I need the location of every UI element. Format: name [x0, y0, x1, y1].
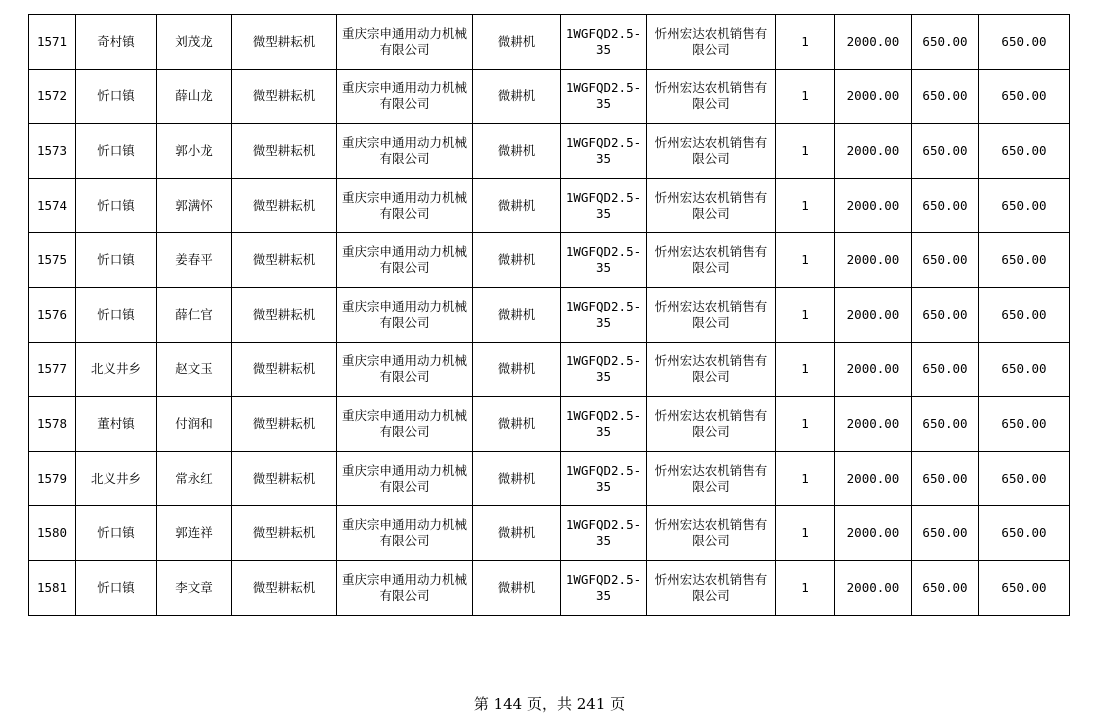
manufacturer-line-2: 有限公司 — [379, 533, 430, 549]
cell-town: 忻口镇 — [76, 560, 157, 615]
cell-machine-type: 微耕机 — [473, 233, 561, 288]
table-row — [29, 506, 1070, 561]
cell-subsidy: 650.00 — [912, 69, 979, 124]
dealer-line-1: 忻州宏达农机销售有 — [654, 244, 768, 260]
cell-model: 1WGFQD2.5-35 — [561, 397, 647, 452]
cell-machine-category: 微型耕耘机 — [232, 451, 337, 506]
cell-machine-type: 微耕机 — [473, 15, 561, 70]
cell-quantity: 1 — [776, 560, 835, 615]
cell-model: 1WGFQD2.5-35 — [561, 451, 647, 506]
cell-manufacturer — [337, 451, 473, 506]
dealer-line-2: 限公司 — [692, 423, 730, 439]
manufacturer-line-1: 重庆宗申通用动力机械 — [341, 462, 467, 478]
cell-serial-number: 1581 — [29, 560, 76, 615]
cell-town: 忻口镇 — [76, 178, 157, 233]
subsidy-table — [28, 14, 1070, 616]
dealer-line-2: 限公司 — [692, 587, 730, 603]
cell-unit-price: 2000.00 — [835, 451, 912, 506]
cell-manufacturer — [337, 397, 473, 452]
manufacturer-line-2: 有限公司 — [379, 587, 430, 603]
cell-model: 1WGFQD2.5-35 — [561, 124, 647, 179]
table-row — [29, 178, 1070, 233]
cell-total-subsidy: 650.00 — [979, 178, 1070, 233]
manufacturer-line-2: 有限公司 — [379, 96, 430, 112]
manufacturer-line-2: 有限公司 — [379, 314, 430, 330]
cell-manufacturer — [337, 233, 473, 288]
table-row — [29, 451, 1070, 506]
cell-dealer — [647, 178, 776, 233]
cell-unit-price: 2000.00 — [835, 506, 912, 561]
dealer-line-2: 限公司 — [692, 369, 730, 385]
cell-dealer — [647, 69, 776, 124]
cell-town: 忻口镇 — [76, 233, 157, 288]
manufacturer-line-2: 有限公司 — [379, 41, 430, 57]
cell-buyer-name: 薛仁官 — [157, 287, 232, 342]
cell-machine-category: 微型耕耘机 — [232, 178, 337, 233]
cell-total-subsidy: 650.00 — [979, 124, 1070, 179]
dealer-line-1: 忻州宏达农机销售有 — [654, 25, 768, 41]
manufacturer-line-1: 重庆宗申通用动力机械 — [341, 244, 467, 260]
cell-town: 忻口镇 — [76, 69, 157, 124]
cell-model: 1WGFQD2.5-35 — [561, 560, 647, 615]
cell-machine-type: 微耕机 — [473, 342, 561, 397]
table-row — [29, 342, 1070, 397]
cell-unit-price: 2000.00 — [835, 178, 912, 233]
cell-machine-category: 微型耕耘机 — [232, 124, 337, 179]
dealer-line-1: 忻州宏达农机销售有 — [654, 189, 768, 205]
cell-serial-number: 1575 — [29, 233, 76, 288]
dealer-line-1: 忻州宏达农机销售有 — [654, 134, 768, 150]
cell-manufacturer — [337, 342, 473, 397]
cell-model: 1WGFQD2.5-35 — [561, 15, 647, 70]
table-row — [29, 287, 1070, 342]
cell-machine-type: 微耕机 — [473, 69, 561, 124]
cell-serial-number: 1578 — [29, 397, 76, 452]
cell-total-subsidy: 650.00 — [979, 451, 1070, 506]
cell-buyer-name: 姜春平 — [157, 233, 232, 288]
table-row — [29, 15, 1070, 70]
cell-machine-category: 微型耕耘机 — [232, 397, 337, 452]
cell-town: 奇村镇 — [76, 15, 157, 70]
cell-unit-price: 2000.00 — [835, 15, 912, 70]
cell-dealer — [647, 397, 776, 452]
cell-model: 1WGFQD2.5-35 — [561, 178, 647, 233]
cell-machine-type: 微耕机 — [473, 287, 561, 342]
cell-machine-type: 微耕机 — [473, 451, 561, 506]
cell-manufacturer — [337, 124, 473, 179]
manufacturer-line-1: 重庆宗申通用动力机械 — [341, 353, 467, 369]
cell-dealer — [647, 287, 776, 342]
cell-machine-type: 微耕机 — [473, 124, 561, 179]
table-row — [29, 124, 1070, 179]
cell-subsidy: 650.00 — [912, 233, 979, 288]
cell-machine-category: 微型耕耘机 — [232, 560, 337, 615]
cell-quantity: 1 — [776, 397, 835, 452]
cell-town: 董村镇 — [76, 397, 157, 452]
cell-total-subsidy: 650.00 — [979, 342, 1070, 397]
manufacturer-line-1: 重庆宗申通用动力机械 — [341, 298, 467, 314]
cell-dealer — [647, 233, 776, 288]
dealer-line-2: 限公司 — [692, 41, 730, 57]
dealer-line-2: 限公司 — [692, 478, 730, 494]
cell-dealer — [647, 342, 776, 397]
table-body — [29, 15, 1070, 616]
dealer-line-2: 限公司 — [692, 205, 730, 221]
dealer-line-2: 限公司 — [692, 96, 730, 112]
manufacturer-line-1: 重庆宗申通用动力机械 — [341, 517, 467, 533]
cell-manufacturer — [337, 69, 473, 124]
cell-town: 忻口镇 — [76, 124, 157, 179]
manufacturer-line-2: 有限公司 — [379, 205, 430, 221]
cell-total-subsidy: 650.00 — [979, 233, 1070, 288]
table-row — [29, 233, 1070, 288]
cell-manufacturer — [337, 560, 473, 615]
cell-machine-category: 微型耕耘机 — [232, 233, 337, 288]
dealer-line-2: 限公司 — [692, 533, 730, 549]
cell-machine-type: 微耕机 — [473, 560, 561, 615]
cell-model: 1WGFQD2.5-35 — [561, 506, 647, 561]
cell-manufacturer — [337, 178, 473, 233]
cell-buyer-name: 付润和 — [157, 397, 232, 452]
dealer-line-2: 限公司 — [692, 150, 730, 166]
cell-model: 1WGFQD2.5-35 — [561, 287, 647, 342]
cell-town: 忻口镇 — [76, 506, 157, 561]
table-row — [29, 69, 1070, 124]
dealer-line-1: 忻州宏达农机销售有 — [654, 353, 768, 369]
cell-town: 忻口镇 — [76, 287, 157, 342]
cell-machine-type: 微耕机 — [473, 506, 561, 561]
cell-quantity: 1 — [776, 124, 835, 179]
cell-model: 1WGFQD2.5-35 — [561, 233, 647, 288]
cell-buyer-name: 李文章 — [157, 560, 232, 615]
manufacturer-line-1: 重庆宗申通用动力机械 — [341, 407, 467, 423]
cell-buyer-name: 刘茂龙 — [157, 15, 232, 70]
cell-buyer-name: 常永红 — [157, 451, 232, 506]
cell-total-subsidy: 650.00 — [979, 15, 1070, 70]
cell-town: 北义井乡 — [76, 451, 157, 506]
cell-unit-price: 2000.00 — [835, 342, 912, 397]
cell-subsidy: 650.00 — [912, 15, 979, 70]
cell-machine-category: 微型耕耘机 — [232, 15, 337, 70]
cell-unit-price: 2000.00 — [835, 287, 912, 342]
cell-town: 北义井乡 — [76, 342, 157, 397]
cell-subsidy: 650.00 — [912, 451, 979, 506]
cell-quantity: 1 — [776, 69, 835, 124]
cell-quantity: 1 — [776, 233, 835, 288]
table-row — [29, 560, 1070, 615]
cell-unit-price: 2000.00 — [835, 560, 912, 615]
cell-subsidy: 650.00 — [912, 506, 979, 561]
cell-total-subsidy: 650.00 — [979, 506, 1070, 561]
cell-quantity: 1 — [776, 506, 835, 561]
cell-machine-category: 微型耕耘机 — [232, 287, 337, 342]
cell-total-subsidy: 650.00 — [979, 69, 1070, 124]
cell-unit-price: 2000.00 — [835, 397, 912, 452]
dealer-line-1: 忻州宏达农机销售有 — [654, 462, 768, 478]
cell-machine-category: 微型耕耘机 — [232, 69, 337, 124]
cell-buyer-name: 薛山龙 — [157, 69, 232, 124]
cell-subsidy: 650.00 — [912, 342, 979, 397]
cell-quantity: 1 — [776, 15, 835, 70]
cell-buyer-name: 郭连祥 — [157, 506, 232, 561]
cell-quantity: 1 — [776, 178, 835, 233]
cell-unit-price: 2000.00 — [835, 69, 912, 124]
cell-subsidy: 650.00 — [912, 124, 979, 179]
cell-serial-number: 1577 — [29, 342, 76, 397]
cell-dealer — [647, 451, 776, 506]
manufacturer-line-2: 有限公司 — [379, 369, 430, 385]
dealer-line-2: 限公司 — [692, 314, 730, 330]
manufacturer-line-2: 有限公司 — [379, 478, 430, 494]
manufacturer-line-1: 重庆宗申通用动力机械 — [341, 571, 467, 587]
cell-serial-number: 1571 — [29, 15, 76, 70]
cell-manufacturer — [337, 506, 473, 561]
dealer-line-1: 忻州宏达农机销售有 — [654, 80, 768, 96]
cell-dealer — [647, 124, 776, 179]
dealer-line-2: 限公司 — [692, 260, 730, 276]
dealer-line-1: 忻州宏达农机销售有 — [654, 517, 768, 533]
cell-machine-category: 微型耕耘机 — [232, 342, 337, 397]
table-row — [29, 397, 1070, 452]
manufacturer-line-1: 重庆宗申通用动力机械 — [341, 189, 467, 205]
cell-machine-category: 微型耕耘机 — [232, 506, 337, 561]
cell-subsidy: 650.00 — [912, 397, 979, 452]
cell-manufacturer — [337, 15, 473, 70]
cell-model: 1WGFQD2.5-35 — [561, 342, 647, 397]
cell-quantity: 1 — [776, 287, 835, 342]
cell-buyer-name: 赵文玉 — [157, 342, 232, 397]
cell-buyer-name: 郭小龙 — [157, 124, 232, 179]
dealer-line-1: 忻州宏达农机销售有 — [654, 298, 768, 314]
manufacturer-line-1: 重庆宗申通用动力机械 — [341, 25, 467, 41]
cell-unit-price: 2000.00 — [835, 124, 912, 179]
cell-dealer — [647, 506, 776, 561]
cell-buyer-name: 郭满怀 — [157, 178, 232, 233]
cell-serial-number: 1574 — [29, 178, 76, 233]
cell-serial-number: 1572 — [29, 69, 76, 124]
cell-quantity: 1 — [776, 342, 835, 397]
page-number: 第 144 页，共 241 页 — [473, 695, 626, 713]
cell-machine-type: 微耕机 — [473, 178, 561, 233]
cell-subsidy: 650.00 — [912, 287, 979, 342]
dealer-line-1: 忻州宏达农机销售有 — [654, 571, 768, 587]
cell-quantity: 1 — [776, 451, 835, 506]
cell-subsidy: 650.00 — [912, 560, 979, 615]
cell-unit-price: 2000.00 — [835, 233, 912, 288]
manufacturer-line-1: 重庆宗申通用动力机械 — [341, 134, 467, 150]
cell-serial-number: 1573 — [29, 124, 76, 179]
cell-machine-type: 微耕机 — [473, 397, 561, 452]
cell-subsidy: 650.00 — [912, 178, 979, 233]
cell-total-subsidy: 650.00 — [979, 287, 1070, 342]
cell-serial-number: 1576 — [29, 287, 76, 342]
cell-serial-number: 1580 — [29, 506, 76, 561]
manufacturer-line-2: 有限公司 — [379, 150, 430, 166]
cell-model: 1WGFQD2.5-35 — [561, 69, 647, 124]
manufacturer-line-2: 有限公司 — [379, 423, 430, 439]
cell-dealer — [647, 15, 776, 70]
cell-manufacturer — [337, 287, 473, 342]
manufacturer-line-1: 重庆宗申通用动力机械 — [341, 80, 467, 96]
dealer-line-1: 忻州宏达农机销售有 — [654, 407, 768, 423]
cell-total-subsidy: 650.00 — [979, 560, 1070, 615]
cell-dealer — [647, 560, 776, 615]
cell-serial-number: 1579 — [29, 451, 76, 506]
cell-total-subsidy: 650.00 — [979, 397, 1070, 452]
manufacturer-line-2: 有限公司 — [379, 260, 430, 276]
